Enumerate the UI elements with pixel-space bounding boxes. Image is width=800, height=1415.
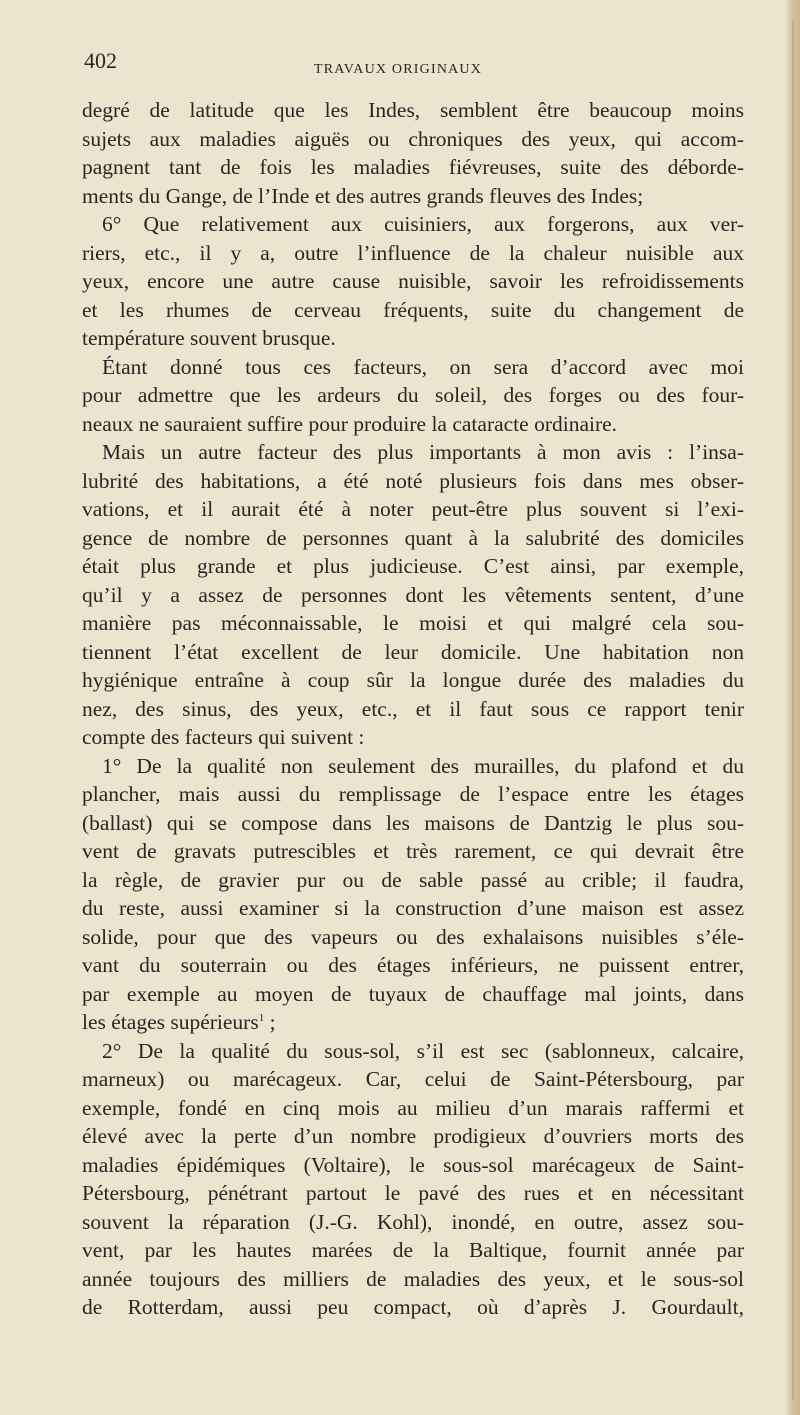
text-line: [82, 1008, 744, 1037]
text-line: [82, 1236, 744, 1265]
text-line: [82, 809, 744, 838]
text-line-content: exemple, fondé en cinq mois au milieu d’un marais raffermi et: [82, 1095, 744, 1120]
text-line: [82, 1265, 744, 1294]
text-line-content: compte des facteurs qui suivent :: [82, 725, 365, 749]
text-line-content: vent de gravats putrescibles et très rarement, ce qui devrait être: [82, 839, 744, 863]
text-line: [82, 837, 744, 866]
text-line: [82, 1179, 744, 1208]
page-number: 402: [84, 48, 117, 73]
text-line-content: gence de nombre de personnes quant à la salubrité des domiciles: [82, 525, 744, 550]
text-line-content: de Rotterdam, aussi peu compact, où d’après J. Gourdault,: [82, 1295, 744, 1319]
text-line-content: plancher, mais aussi du remplissage de l’espace entre les étages: [82, 782, 744, 806]
text-line: [82, 96, 744, 125]
text-line-content: pagnent tant de fois les maladies fiévreuses, suite des déborde-: [82, 155, 744, 179]
text-line-content: 2° De la qualité du sous-sol, s’il est sec (sablonneux, calcaire,: [102, 1038, 744, 1063]
text-line-content: neaux ne sauraient suffire pour produire la cataracte ordinaire.: [82, 411, 618, 436]
text-line-content: température souvent brusque.: [82, 326, 336, 350]
text-line: [82, 1094, 744, 1123]
text-line: [82, 324, 744, 353]
text-line-content: par exemple au moyen de tuyaux de chauffage mal joints, dans: [82, 981, 744, 1006]
text-line-content: les étages supérieurs: [82, 1010, 259, 1034]
text-line-content: 1° De la qualité non seulement des murailles, du plafond et du: [102, 753, 744, 778]
text-line: [82, 980, 744, 1009]
text-line-content: riers, etc., il y a, outre l’influence de la chaleur nuisible aux: [82, 240, 744, 265]
text-line: [82, 951, 744, 980]
text-line: [82, 296, 744, 325]
page-edge-line: [792, 20, 794, 1400]
text-line: [82, 410, 744, 439]
text-line-content: maladies épidémiques (Voltaire), le sous-sol marécageux de Saint-: [82, 1152, 744, 1177]
text-line: [82, 581, 744, 610]
text-line-tail: ;: [264, 1010, 276, 1034]
text-line: [82, 723, 744, 752]
text-line: [82, 666, 744, 695]
text-line-content: la règle, de gravier pur ou de sable passé au crible; il faudra,: [82, 867, 744, 892]
text-line-content: lubrité des habitations, a été noté plusieurs fois dans mes obser-: [82, 468, 744, 493]
text-line: [82, 267, 744, 296]
page-header: [84, 48, 744, 80]
text-line: [82, 524, 744, 553]
text-line-content: tiennent l’état excellent de leur domicile. Une habitation non: [82, 639, 744, 664]
text-line-content: vent, par les hautes marées de la Baltique, fournit année par: [82, 1238, 744, 1262]
text-line: [82, 210, 744, 239]
text-line-content: du reste, aussi examiner si la construction d’une maison est assez: [82, 896, 744, 920]
text-line-content: 6° Que relativement aux cuisiniers, aux forgerons, aux ver-: [102, 212, 744, 236]
text-line: [82, 866, 744, 895]
text-line: [82, 609, 744, 638]
text-line-content: sujets aux maladies aiguës ou chroniques des yeux, qui accom-: [82, 126, 744, 151]
text-line-content: Mais un autre facteur des plus importants à mon avis : l’insa-: [102, 440, 744, 464]
page-edge-shadow: [786, 0, 800, 1415]
text-line-content: vations, et il aurait été à noter peut-être plus souvent si l’exi-: [82, 497, 744, 521]
text-line-content: Étant donné tous ces facteurs, on sera d’accord avec moi: [102, 354, 744, 379]
text-line: [82, 1293, 744, 1322]
text-line-content: manière pas méconnaissable, le moisi et qui malgré cela sou-: [82, 611, 744, 635]
text-line: [82, 1037, 744, 1066]
text-line-content: solide, pour que des vapeurs ou des exhalaisons nuisibles s’éle-: [82, 924, 744, 949]
text-line-content: ments du Gange, de l’Inde et des autres grands fleuves des Indes;: [82, 183, 644, 208]
text-line: [82, 552, 744, 581]
text-line-content: élevé avec la perte d’un nombre prodigieux d’ouvriers morts des: [82, 1124, 744, 1148]
text-line: [82, 438, 744, 467]
running-head: TRAVAUX ORIGINAUX: [314, 62, 483, 77]
text-line-content: yeux, encore une autre cause nuisible, savoir les refroidissements: [82, 269, 744, 293]
text-line-content: était plus grande et plus judicieuse. C’est ainsi, par exemple,: [82, 554, 744, 578]
text-line-content: qu’il y a assez de personnes dont les vêtements sentent, d’une: [82, 582, 744, 607]
text-line: [82, 353, 744, 382]
text-line-content: année toujours des milliers de maladies des yeux, et le sous-sol: [82, 1266, 744, 1291]
text-line-content: hygiénique entraîne à coup sûr la longue durée des maladies du: [82, 668, 744, 692]
text-line-content: nez, des sinus, des yeux, etc., et il faut sous ce rapport tenir: [82, 696, 744, 721]
text-line: [82, 239, 744, 268]
text-line-content: Pétersbourg, pénétrant partout le pavé des rues et en nécessitant: [82, 1181, 744, 1205]
text-line-content: (ballast) qui se compose dans les maisons de Dantzig le plus sou-: [82, 810, 744, 835]
text-line: [82, 1122, 744, 1151]
text-line: [82, 1208, 744, 1237]
text-line-content: vant du souterrain ou des étages inférieurs, ne puissent entrer,: [82, 953, 744, 977]
text-line: [82, 638, 744, 667]
text-line: [82, 125, 744, 154]
text-line: [82, 381, 744, 410]
text-line-content: souvent la réparation (J.-G. Kohl), inondé, en outre, assez sou-: [82, 1209, 744, 1234]
footnote-marker: 1: [258, 1011, 265, 1024]
text-line: [82, 1065, 744, 1094]
body-text: [82, 96, 744, 1322]
text-line-content: degré de latitude que les Indes, semblent être beaucoup moins: [82, 98, 744, 122]
text-line: [82, 153, 744, 182]
text-line-content: pour admettre que les ardeurs du soleil, des forges ou des four-: [82, 383, 744, 407]
text-line: [82, 1151, 744, 1180]
text-line-content: et les rhumes de cerveau fréquents, suite du changement de: [82, 297, 744, 322]
text-line: [82, 467, 744, 496]
text-line: [82, 182, 744, 211]
text-line: [82, 780, 744, 809]
text-line: [82, 752, 744, 781]
text-line: [82, 495, 744, 524]
text-line: [82, 923, 744, 952]
text-line-content: marneux) ou marécageux. Car, celui de Saint-Pétersbourg, par: [82, 1067, 744, 1091]
text-line: [82, 894, 744, 923]
text-line: [82, 695, 744, 724]
